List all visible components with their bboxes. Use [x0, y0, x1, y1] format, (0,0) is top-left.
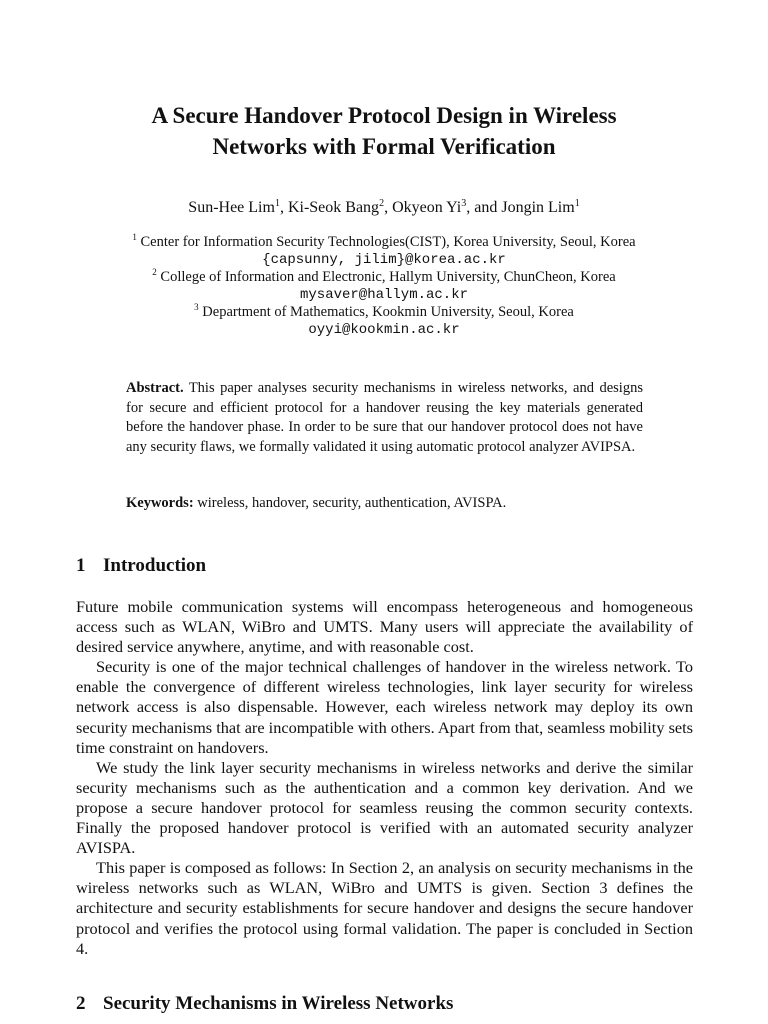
keywords-label: Keywords:: [126, 495, 194, 511]
author-name: Okyeon Yi: [392, 199, 462, 216]
author-list: [0, 198, 768, 218]
affiliation-line: [0, 234, 768, 252]
author-separator: ,: [279, 199, 288, 216]
section-heading-introduction: [76, 554, 206, 578]
section-number: 2: [76, 993, 86, 1014]
affil-marker: 3: [194, 302, 199, 312]
affil-marker: 1: [132, 232, 137, 242]
paragraph: This paper is composed as follows: In Section 2, an analysis on security mechanisms in the wireless networks such as WLAN, WiBro and UMTS is given. Section 3 defines the architecture and security establishments for secure handover and designs the secure handover protocol and verifies the protocol using formal validation. The paper is concluded in Section 4.: [76, 858, 693, 958]
author-affil-marker: 2: [379, 198, 385, 209]
paragraph: Future mobile communication systems will encompass heterogeneous and homogeneous access such as WLAN, WiBro and UMTS. Many users will appreciate the availability of desired service anywhere, anytime, and with reasonable cost.: [76, 597, 693, 657]
affiliation-line: [0, 269, 768, 287]
introduction-body: [76, 597, 693, 959]
author-affil-marker: 1: [274, 198, 280, 209]
section-heading-security-mechanisms: [76, 992, 453, 1016]
paragraph: We study the link layer security mechanisms in wireless networks and derive the similar security mechanisms such as the authentication and a common key derivation. And we propose a secure handover protocol for seamless reusing the common security contexts. Finally the proposed handover protocol is verified with an automated security analyzer AVISPA.: [76, 757, 693, 858]
section-title: Introduction: [103, 555, 207, 576]
abstract-label: Abstract.: [126, 380, 184, 396]
paragraph: Security is one of the major technical challenges of handover in the wireless network. To enable the convergence of different wireless technologies, link layer security for wireless network access is also dispensable. However, each wireless network may deploy its own security mechanisms that are incompatible with others. Apart from that, seamless mobility sets time constraint on handovers.: [76, 657, 693, 757]
author-affil-marker: 1: [574, 198, 580, 209]
affiliation-text: Department of Mathematics, Kookmin University, Seoul, Korea: [202, 304, 574, 320]
abstract: [126, 379, 643, 457]
author-affil-marker: 3: [461, 198, 467, 209]
section-number: 1: [76, 555, 86, 576]
affil-marker: 2: [152, 267, 157, 277]
affiliation-line: [0, 304, 768, 322]
abstract-text: This paper analyses security mechanisms in wireless networks, and designs for secure and efficient protocol for a handover reusing the key materials generated before the handover phase. In order to be sure that our handover protocol does not have any security flaws, we formally validated it using automatic protocol analyzer AVIPSA.: [126, 380, 643, 455]
keywords-text: wireless, handover, security, authentication, AVISPA.: [197, 495, 507, 511]
affiliation-email: {capsunny, jilim}@korea.ac.kr: [262, 251, 506, 268]
title-line-2: Networks with Formal Verification: [212, 134, 556, 159]
author-name: Sun-Hee Lim: [188, 199, 275, 216]
paper-title: [0, 100, 768, 162]
author-separator: , and: [466, 199, 502, 216]
affiliation-email: oyyi@kookmin.ac.kr: [308, 321, 460, 338]
affiliation-text: Center for Information Security Technologies(CIST), Korea University, Seoul, Korea: [140, 234, 636, 250]
section-title: Security Mechanisms in Wireless Networks: [103, 993, 454, 1014]
affiliation-email: mysaver@hallym.ac.kr: [299, 286, 469, 303]
keywords: [126, 494, 643, 514]
affiliation-list: [0, 234, 768, 339]
author-name: Jongin Lim: [501, 199, 575, 216]
affiliation-text: College of Information and Electronic, Hallym University, ChunCheon, Korea: [160, 269, 616, 285]
author-name: Ki-Seok Bang: [287, 199, 380, 216]
author-separator: ,: [384, 199, 393, 216]
title-line-1: A Secure Handover Protocol Design in Wireless: [151, 103, 617, 128]
